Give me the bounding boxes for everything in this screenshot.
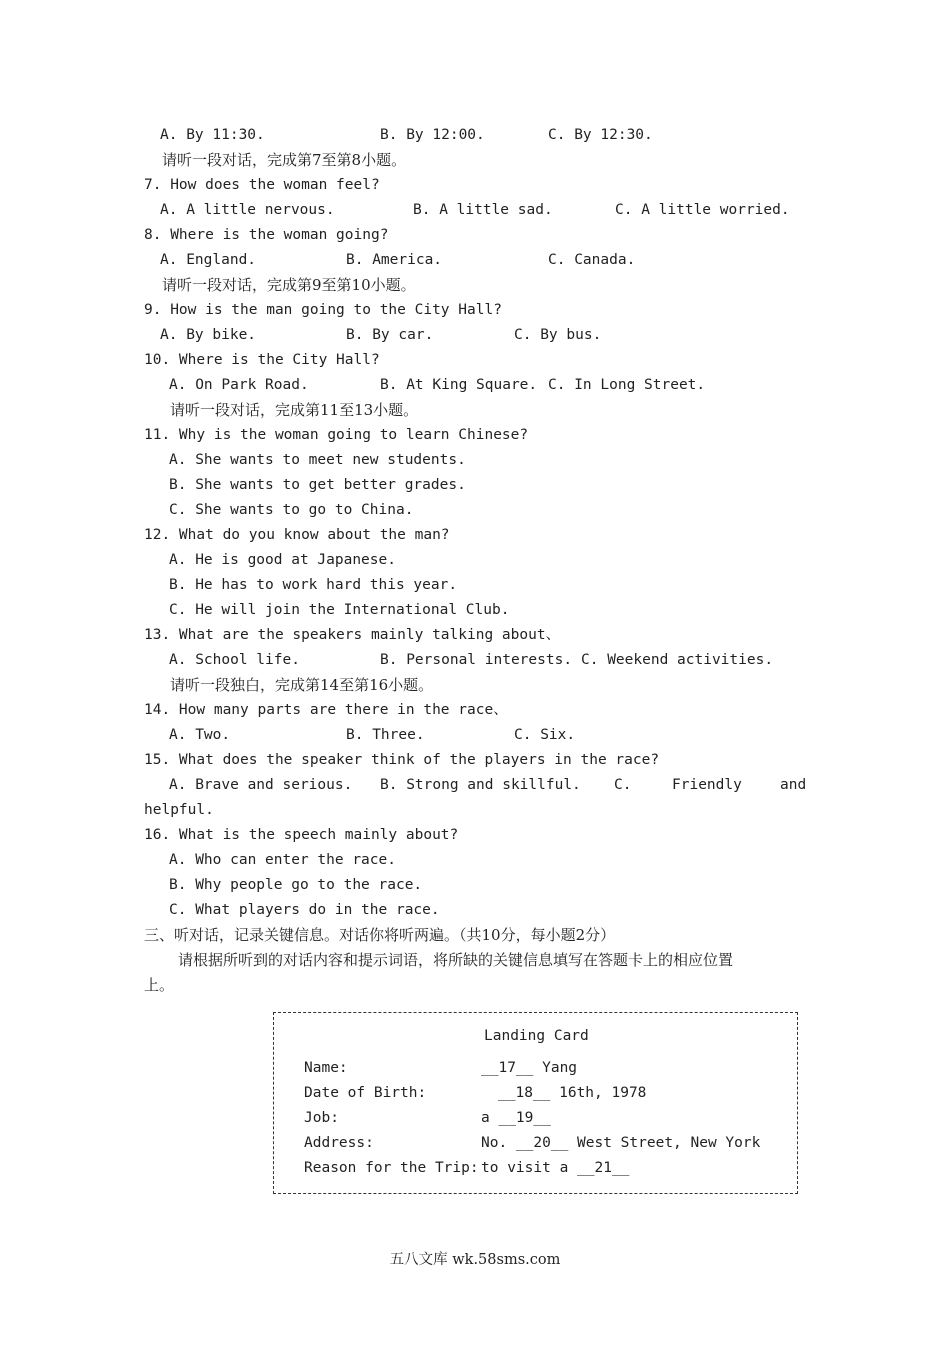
q10-option-c: C. In Long Street. [548,377,706,393]
card-value-date-of-birth: __18__ 16th, 1978 [498,1085,647,1101]
q9-option-b: B. By car. [346,327,434,343]
q11-option-a: A. She wants to meet new students. [169,452,466,468]
q12-option-a: A. He is good at Japanese. [169,552,396,568]
q14-option-c: C. Six. [514,727,576,743]
q16-option-b: B. Why people go to the race. [169,877,423,893]
q10-option-a: A. On Park Road. [169,377,309,393]
q10-stem: 10. Where is the City Hall? [144,352,380,368]
q6-option-a: A. By 11:30. [160,127,265,143]
q13-option-c: C. Weekend activities. [581,652,774,668]
q9-option-a: A. By bike. [160,327,257,343]
q8-option-c: C. Canada. [548,252,636,268]
q7-option-c: C. A little worried. [615,202,790,218]
q8-option-a: A. England. [160,252,257,268]
q15-option-a: A. Brave and serious. [169,777,353,793]
instruction-9-10: 请听一段对话，完成第9至第10小题。 [162,276,416,294]
q7-option-b: B. A little sad. [413,202,553,218]
q14-option-b: B. Three. [346,727,425,743]
card-label-name: Name: [304,1060,348,1076]
q8-stem: 8. Where is the woman going? [144,227,389,243]
q6-option-c: C. By 12:30. [548,127,653,143]
q13-option-a: A. School life. [169,652,300,668]
instruction-14-16: 请听一段独白，完成第14至第16小题。 [170,676,434,694]
q7-option-a: A. A little nervous. [160,202,335,218]
q15-option-c-letter: C. [614,777,632,793]
q15-option-b: B. Strong and skillful. [380,777,581,793]
card-label-address: Address: [304,1135,374,1151]
q12-option-c: C. He will join the International Club. [169,602,510,618]
q15-option-c-word2: and [780,777,807,793]
q13-stem: 13. What are the speakers mainly talking about、 [144,627,561,643]
section3-instruction: 请根据所听到的对话内容和提示词语，将所缺的关键信息填写在答题卡上的相应位置 [178,951,734,969]
q12-option-b: B. He has to work hard this year. [169,577,458,593]
q14-option-a: A. Two. [169,727,231,743]
card-label-date-of-birth: Date of Birth: [304,1085,427,1101]
q13-option-b: B. Personal interests. [380,652,573,668]
q9-stem: 9. How is the man going to the City Hall? [144,302,502,318]
card-value-name: __17__ Yang [481,1060,578,1076]
card-label-reason: Reason for the Trip: [304,1160,479,1176]
card-label-job: Job: [304,1110,339,1126]
instruction-7-8: 请听一段对话，完成第7至第8小题。 [162,151,407,169]
q7-stem: 7. How does the woman feel? [144,177,380,193]
q10-option-b: B. At King Square. [380,377,538,393]
card-value-job: a __19__ [481,1110,551,1126]
q11-stem: 11. Why is the woman going to learn Chinese? [144,427,529,443]
page-footer: 五八文库 wk.58sms.com [389,1252,561,1268]
q8-option-b: B. America. [346,252,443,268]
q16-option-a: A. Who can enter the race. [169,852,396,868]
card-value-address: No. __20__ West Street, New York [481,1135,761,1151]
q6-option-b: B. By 12:00. [380,127,485,143]
q9-option-c: C. By bus. [514,327,602,343]
q15-option-c-word3: helpful. [144,802,214,818]
section3-instruction-end: 上。 [144,976,175,994]
q12-stem: 12. What do you know about the man? [144,527,450,543]
q15-option-c-word1: Friendly [672,777,742,793]
section3-title: 三、听对话，记录关键信息。对话你将听两遍。（共10分，每小题2分） [144,926,616,944]
q11-option-c: C. She wants to go to China. [169,502,414,518]
instruction-11-13: 请听一段对话，完成第11至13小题。 [170,401,419,419]
q16-stem: 16. What is the speech mainly about? [144,827,459,843]
q15-stem: 15. What does the speaker think of the players in the race? [144,752,660,768]
q14-stem: 14. How many parts are there in the race、 [144,702,508,718]
q11-option-b: B. She wants to get better grades. [169,477,466,493]
q16-option-c: C. What players do in the race. [169,902,440,918]
card-value-reason: to visit a __21__ [481,1160,630,1176]
landing-card-title: Landing Card [484,1028,589,1044]
